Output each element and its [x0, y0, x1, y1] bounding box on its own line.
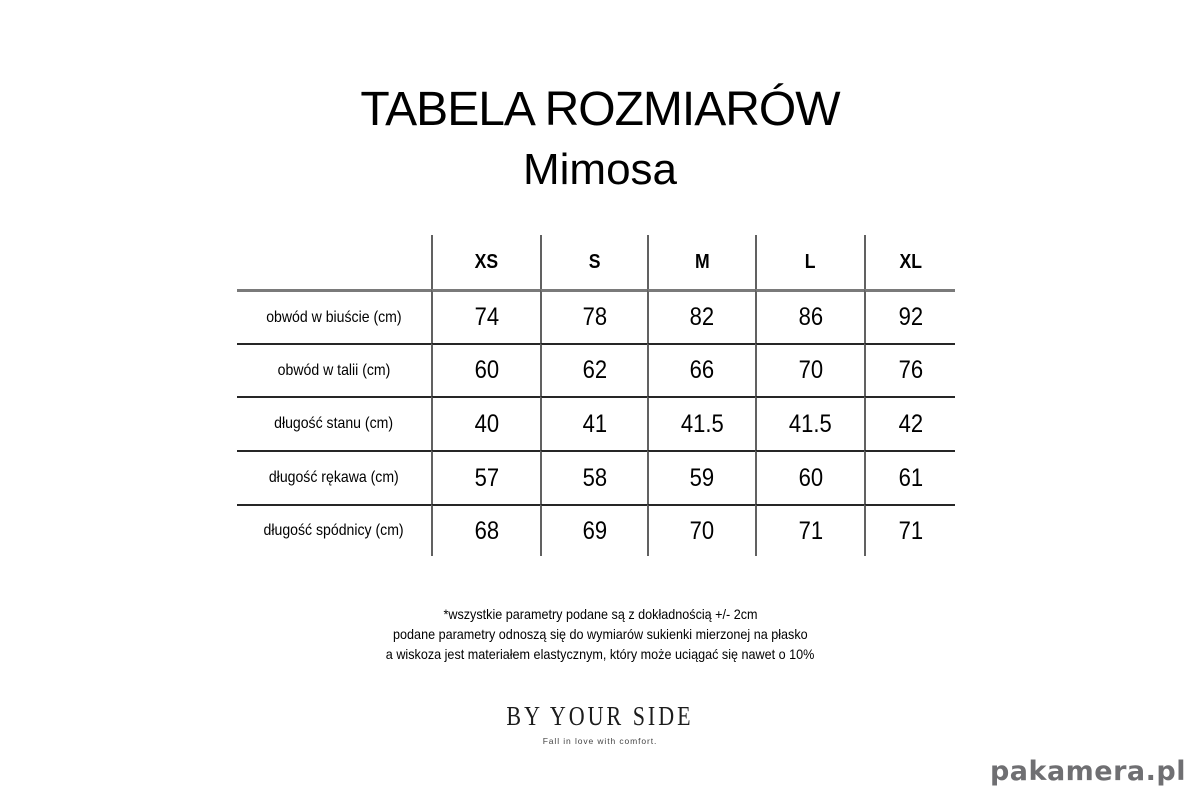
- size-value: 60: [755, 450, 864, 504]
- row-label-bust: obwód w biuście (cm): [237, 289, 431, 343]
- row-label-sleeve: długość rękawa (cm): [237, 450, 431, 504]
- brand-logo-text: BY YOUR SIDE: [506, 699, 694, 731]
- footnote-line-2: podane parametry odnoszą się do wymiarów sukienki mierzonej na płasko: [392, 626, 808, 642]
- size-header-l: L: [755, 235, 864, 289]
- size-value: 57: [431, 450, 540, 504]
- size-value: 59: [647, 450, 755, 504]
- size-table-corner-cell: [237, 235, 431, 289]
- size-value: 41.5: [755, 396, 864, 450]
- size-value: 60: [431, 343, 540, 396]
- size-value: 82: [647, 289, 755, 343]
- footnote-line-3: a wiskoza jest materiałem elastycznym, który może uciągać się nawet o 10%: [385, 646, 815, 662]
- size-value: 71: [755, 504, 864, 556]
- size-header-xs: XS: [431, 235, 540, 289]
- size-value: 41: [540, 396, 647, 450]
- row-label-body-length: długość stanu (cm): [237, 396, 431, 450]
- product-name: Mimosa: [522, 145, 678, 194]
- size-value: 58: [540, 450, 647, 504]
- watermark: pakamera.pl: [989, 756, 1186, 787]
- size-value: 69: [540, 504, 647, 556]
- size-value: 86: [755, 289, 864, 343]
- size-table: [237, 235, 955, 556]
- size-value: 70: [647, 504, 755, 556]
- size-value: 66: [647, 343, 755, 396]
- size-value: 92: [864, 289, 955, 343]
- size-header-xl: XL: [864, 235, 955, 289]
- size-value: 70: [755, 343, 864, 396]
- brand-logo-block: [0, 699, 1200, 746]
- size-value: 78: [540, 289, 647, 343]
- brand-tagline: Fall in love with comfort.: [542, 736, 658, 746]
- size-header-m: M: [647, 235, 755, 289]
- page-title: TABELA ROZMIARÓW: [360, 83, 840, 136]
- row-label-waist: obwód w talii (cm): [237, 343, 431, 396]
- footnotes: [0, 604, 1200, 664]
- size-value: 76: [864, 343, 955, 396]
- footnote-line-1: *wszystkie parametry podane są z dokładnością +/- 2cm: [442, 606, 758, 622]
- size-value: 40: [431, 396, 540, 450]
- size-value: 41.5: [647, 396, 755, 450]
- size-value: 61: [864, 450, 955, 504]
- size-value: 74: [431, 289, 540, 343]
- size-value: 42: [864, 396, 955, 450]
- row-label-skirt: długość spódnicy (cm): [237, 504, 431, 556]
- size-value: 68: [431, 504, 540, 556]
- size-value: 62: [540, 343, 647, 396]
- size-value: 71: [864, 504, 955, 556]
- size-header-s: S: [540, 235, 647, 289]
